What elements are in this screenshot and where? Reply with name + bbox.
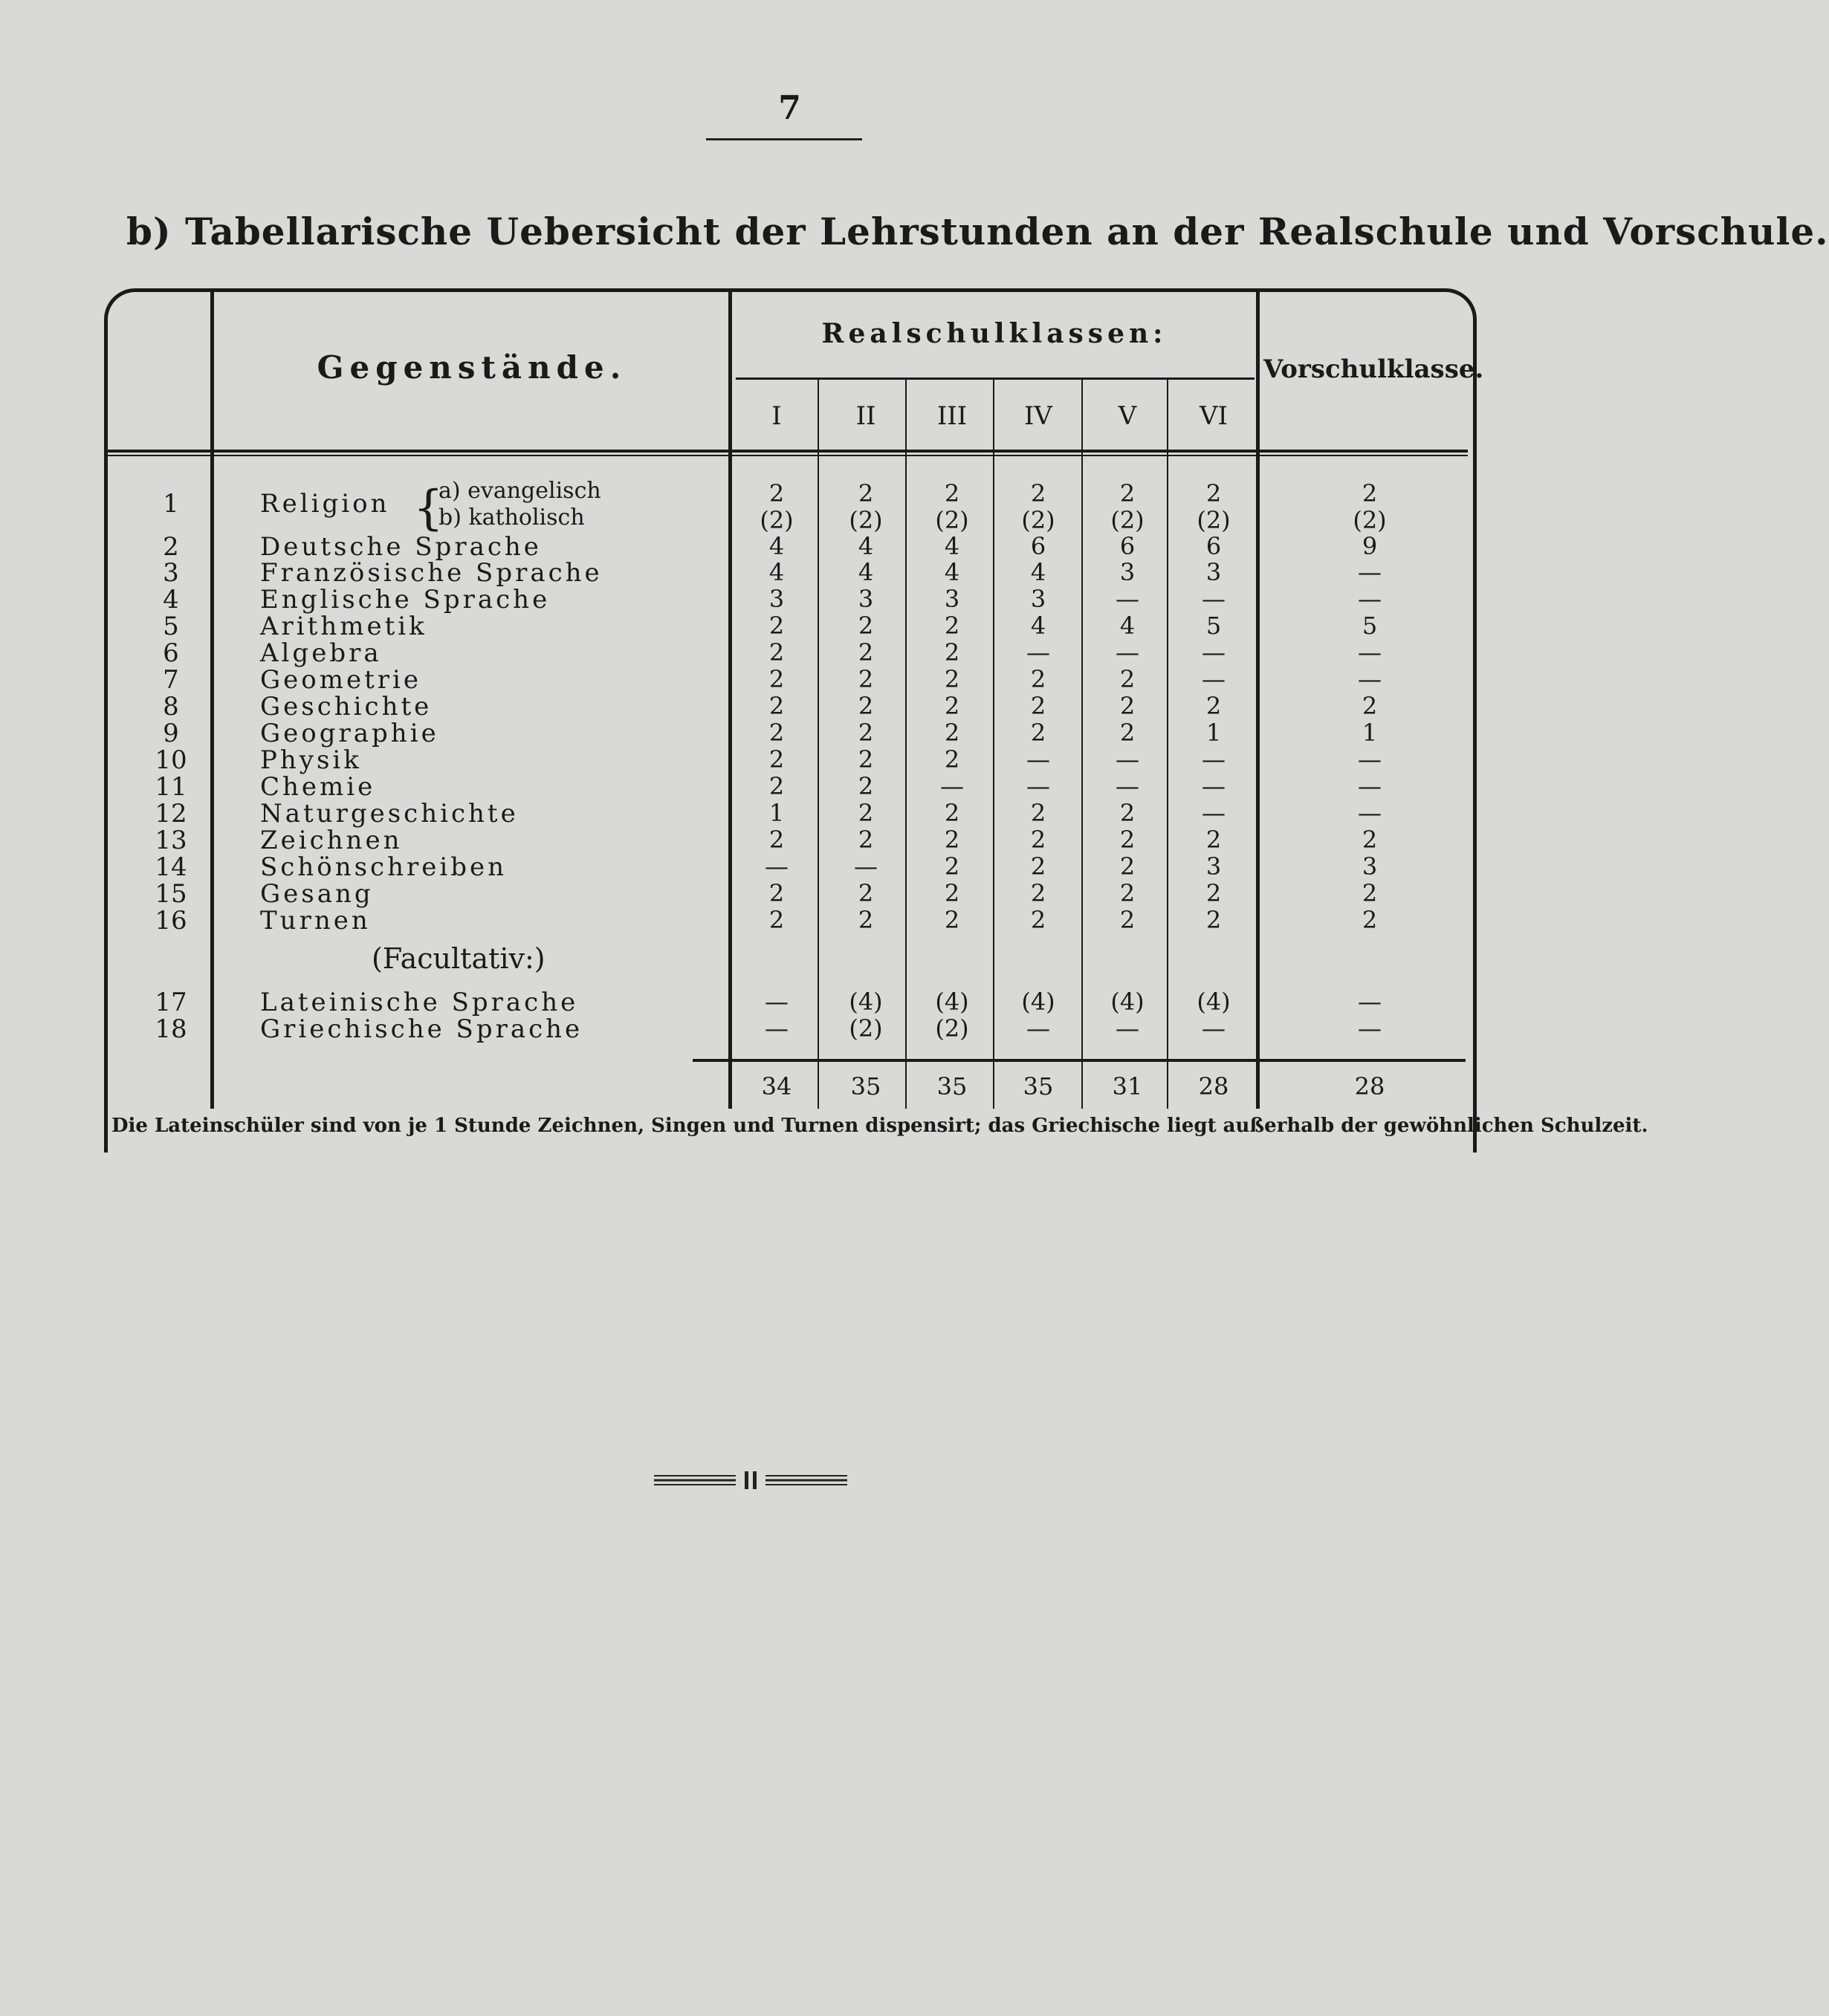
hours-cell: 2 xyxy=(768,745,785,774)
hours-cell: — xyxy=(1358,772,1382,800)
ornament-divider xyxy=(654,1471,847,1489)
totals-rule xyxy=(693,1059,1466,1062)
hours-cell: 2 xyxy=(944,479,960,508)
hours-cell: (2) xyxy=(1353,506,1387,534)
hours-cell: 3 xyxy=(768,585,785,613)
subject-name: Geschichte xyxy=(260,692,433,722)
hours-cell: (4) xyxy=(1021,988,1055,1016)
subject-name: Naturgeschichte xyxy=(260,799,519,829)
hours-cell: 2 xyxy=(1030,799,1046,827)
page-number-rule xyxy=(706,138,862,140)
table-divider xyxy=(108,450,1468,453)
hours-cell: 3 xyxy=(858,585,874,613)
hours-cell: 2 xyxy=(944,638,960,667)
subject-name: Algebra xyxy=(260,638,382,668)
hours-cell: 2 xyxy=(1119,665,1136,693)
hours-cell: (4) xyxy=(1110,988,1145,1016)
hours-cell: 2 xyxy=(1030,906,1046,934)
footnote: Die Lateinschüler sind von je 1 Stunde Zeichnen, Singen und Turnen dispensirt; das Griechische liegt außerhalb der gewöhnlichen Schulzeit. xyxy=(111,1115,1648,1137)
row-number: 6 xyxy=(163,638,179,668)
hours-cell: 4 xyxy=(768,558,785,586)
class-header-iii: III xyxy=(936,401,968,431)
table-divider xyxy=(728,291,732,1109)
subject-name: Zeichnen xyxy=(260,826,403,855)
table-divider xyxy=(1256,291,1260,1109)
hours-cell: — xyxy=(1202,665,1226,693)
hours-cell: 2 xyxy=(1030,879,1046,907)
hours-cell: (2) xyxy=(849,506,883,534)
row-number: 16 xyxy=(155,906,187,936)
subject-name: Lateinische Sprache xyxy=(260,988,579,1017)
row-number: 14 xyxy=(155,852,187,882)
religion-brace-icon: { xyxy=(413,481,444,536)
hours-cell: — xyxy=(1202,1014,1226,1043)
hours-cell: 2 xyxy=(858,799,874,827)
hours-cell: — xyxy=(854,852,878,881)
hours-cell: 2 xyxy=(768,719,785,747)
hours-cell: 2 xyxy=(1119,719,1136,747)
hours-cell: 3 xyxy=(1205,558,1222,586)
hours-cell: — xyxy=(1358,799,1382,827)
hours-cell: — xyxy=(1358,558,1382,586)
subject-name: Geographie xyxy=(260,719,439,748)
hours-cell: 2 xyxy=(944,852,960,881)
hours-cell: 2 xyxy=(768,612,785,640)
row-number: 3 xyxy=(163,558,179,588)
religion-label: Religion xyxy=(260,489,390,519)
hours-cell: (2) xyxy=(849,1014,883,1043)
subject-name: Arithmetik xyxy=(260,612,427,641)
religion-katholisch: b) katholisch xyxy=(438,505,585,531)
hours-cell: — xyxy=(1358,665,1382,693)
row-number: 15 xyxy=(155,879,187,909)
hours-cell: 6 xyxy=(1119,532,1136,560)
total-cell: 35 xyxy=(850,1072,881,1101)
hours-cell: 2 xyxy=(1205,879,1222,907)
hours-cell: 2 xyxy=(1119,879,1136,907)
hours-cell: 2 xyxy=(858,826,874,854)
hours-cell: 2 xyxy=(768,638,785,667)
page-number: 7 xyxy=(778,89,801,127)
class-header-i: I xyxy=(771,401,782,431)
table-divider xyxy=(108,455,1468,456)
class-header-v: V xyxy=(1118,401,1137,431)
total-cell: 35 xyxy=(1023,1072,1054,1101)
hours-cell: — xyxy=(1202,799,1226,827)
subject-name: Turnen xyxy=(260,906,371,936)
hours-cell: 3 xyxy=(1030,585,1046,613)
hours-cell: 2 xyxy=(858,638,874,667)
hours-cell: 2 xyxy=(1119,906,1136,934)
row-number: 13 xyxy=(155,826,187,855)
hours-cell: 2 xyxy=(1362,479,1378,508)
hours-cell: 2 xyxy=(1030,692,1046,720)
table-divider xyxy=(736,377,1255,380)
hours-cell: 2 xyxy=(1119,852,1136,881)
hours-cell: 2 xyxy=(858,745,874,774)
hours-cell: 2 xyxy=(944,826,960,854)
subject-name: Geometrie xyxy=(260,665,422,695)
hours-cell: 2 xyxy=(858,879,874,907)
subject-name: Gesang xyxy=(260,879,374,909)
hours-cell: 2 xyxy=(1030,665,1046,693)
hours-cell: 2 xyxy=(858,612,874,640)
hours-cell: 5 xyxy=(1205,612,1222,640)
class-header-iv: IV xyxy=(1024,401,1052,431)
hours-cell: 9 xyxy=(1362,532,1378,560)
hours-cell: — xyxy=(765,988,789,1016)
hours-cell: — xyxy=(1116,585,1139,613)
hours-cell: 4 xyxy=(768,532,785,560)
hours-cell: — xyxy=(765,852,789,881)
hours-cell: 2 xyxy=(768,479,785,508)
facultativ-label: (Facultativ:) xyxy=(372,942,546,975)
hours-cell: — xyxy=(1026,772,1050,800)
column-separator xyxy=(1081,379,1083,1109)
hours-cell: 2 xyxy=(944,612,960,640)
hours-cell: 2 xyxy=(768,772,785,800)
hours-cell: 2 xyxy=(768,826,785,854)
hours-cell: 4 xyxy=(944,532,960,560)
hours-cell: 4 xyxy=(944,558,960,586)
subject-name: Physik xyxy=(260,745,362,775)
hours-cell: 2 xyxy=(768,692,785,720)
row-number: 4 xyxy=(163,585,179,615)
header-vorschulklasse: Vorschulklasse. xyxy=(1263,354,1484,384)
total-cell: 31 xyxy=(1112,1072,1143,1101)
hours-cell: 2 xyxy=(944,665,960,693)
hours-cell: 2 xyxy=(1030,719,1046,747)
hours-cell: 2 xyxy=(1205,692,1222,720)
table-divider xyxy=(210,291,214,1109)
hours-cell: 2 xyxy=(944,799,960,827)
hours-cell: — xyxy=(1116,745,1139,774)
hours-cell: 2 xyxy=(1362,879,1378,907)
hours-cell: — xyxy=(1026,638,1050,667)
hours-cell: 3 xyxy=(1205,852,1222,881)
hours-cell: (4) xyxy=(849,988,883,1016)
hours-cell: 1 xyxy=(1362,719,1378,747)
hours-cell: 4 xyxy=(858,558,874,586)
hours-cell: 2 xyxy=(1030,852,1046,881)
table-title: b) Tabellarische Uebersicht der Lehrstunden an der Realschule und Vorschule. xyxy=(126,210,1829,253)
class-header-ii: II xyxy=(855,401,876,431)
hours-cell: 4 xyxy=(1030,558,1046,586)
total-cell: 34 xyxy=(761,1072,792,1101)
hours-cell: 2 xyxy=(1205,906,1222,934)
hours-cell: — xyxy=(1358,745,1382,774)
hours-cell: 6 xyxy=(1030,532,1046,560)
subject-name: Griechische Sprache xyxy=(260,1014,583,1044)
hours-cell: 1 xyxy=(768,799,785,827)
religion-evangelisch: a) evangelisch xyxy=(438,478,601,504)
hours-cell: 2 xyxy=(858,772,874,800)
hours-cell: 2 xyxy=(1362,826,1378,854)
row-number: 18 xyxy=(155,1014,187,1044)
row-number: 8 xyxy=(163,692,179,722)
hours-cell: 2 xyxy=(1119,479,1136,508)
hours-cell: 2 xyxy=(1205,826,1222,854)
hours-cell: — xyxy=(1358,988,1382,1016)
hours-cell: 2 xyxy=(768,906,785,934)
hours-cell: 5 xyxy=(1362,612,1378,640)
hours-cell: (2) xyxy=(1021,506,1055,534)
row-number: 17 xyxy=(155,988,187,1017)
column-separator xyxy=(818,379,819,1109)
hours-cell: 2 xyxy=(858,719,874,747)
total-cell: 28 xyxy=(1198,1072,1229,1101)
subject-name: Französische Sprache xyxy=(260,558,603,588)
hours-cell: 6 xyxy=(1205,532,1222,560)
hours-cell: — xyxy=(1116,638,1139,667)
total-cell: 28 xyxy=(1354,1072,1385,1101)
hours-cell: 2 xyxy=(944,692,960,720)
hours-cell: 2 xyxy=(858,906,874,934)
subject-name: Chemie xyxy=(260,772,376,802)
subject-name: Deutsche Sprache xyxy=(260,532,542,562)
hours-cell: 2 xyxy=(944,879,960,907)
hours-cell: 2 xyxy=(768,879,785,907)
hours-cell: 2 xyxy=(1119,692,1136,720)
hours-cell: 4 xyxy=(1119,612,1136,640)
hours-cell: (2) xyxy=(1110,506,1145,534)
hours-cell: 2 xyxy=(944,906,960,934)
row-number: 1 xyxy=(163,489,179,519)
hours-cell: 2 xyxy=(944,719,960,747)
hours-cell: 3 xyxy=(944,585,960,613)
hours-cell: (4) xyxy=(935,988,969,1016)
row-number: 5 xyxy=(163,612,179,641)
hours-cell: — xyxy=(1202,745,1226,774)
hours-cell: — xyxy=(1202,772,1226,800)
hours-cell: 2 xyxy=(1119,826,1136,854)
hours-cell: 2 xyxy=(1030,479,1046,508)
hours-cell: — xyxy=(1358,1014,1382,1043)
row-number: 7 xyxy=(163,665,179,695)
hours-cell: 1 xyxy=(1205,719,1222,747)
row-number: 12 xyxy=(155,799,187,829)
hours-cell: (2) xyxy=(1197,506,1231,534)
hours-cell: 2 xyxy=(858,665,874,693)
subject-name: Englische Sprache xyxy=(260,585,551,615)
hours-cell: — xyxy=(940,772,964,800)
hours-cell: (2) xyxy=(935,506,969,534)
hours-cell: 2 xyxy=(1362,906,1378,934)
hours-cell: 2 xyxy=(1119,799,1136,827)
hours-cell: — xyxy=(765,1014,789,1043)
row-number: 2 xyxy=(163,532,179,562)
hours-cell: 2 xyxy=(1362,692,1378,720)
hours-cell: 3 xyxy=(1119,558,1136,586)
hours-cell: — xyxy=(1358,585,1382,613)
row-number: 10 xyxy=(155,745,187,775)
hours-cell: (2) xyxy=(935,1014,969,1043)
header-subjects: Gegenstände. xyxy=(317,349,627,386)
hours-cell: 2 xyxy=(858,479,874,508)
hours-cell: (2) xyxy=(760,506,794,534)
row-number: 9 xyxy=(163,719,179,748)
hours-cell: — xyxy=(1202,638,1226,667)
hours-cell: 4 xyxy=(858,532,874,560)
hours-cell: — xyxy=(1358,638,1382,667)
hours-cell: 4 xyxy=(1030,612,1046,640)
subject-name: Schönschreiben xyxy=(260,852,508,882)
header-realschulklassen: Realschulklassen: xyxy=(821,318,1168,349)
row-number: 11 xyxy=(155,772,187,802)
hours-cell: — xyxy=(1026,1014,1050,1043)
hours-cell: 2 xyxy=(858,692,874,720)
hours-cell: — xyxy=(1116,1014,1139,1043)
hours-cell: 2 xyxy=(1205,479,1222,508)
hours-cell: — xyxy=(1116,772,1139,800)
hours-cell: 2 xyxy=(1030,826,1046,854)
hours-cell: — xyxy=(1026,745,1050,774)
column-separator xyxy=(993,379,994,1109)
hours-cell: 3 xyxy=(1362,852,1378,881)
hours-cell: — xyxy=(1202,585,1226,613)
total-cell: 35 xyxy=(936,1072,968,1101)
hours-cell: (4) xyxy=(1197,988,1231,1016)
hours-cell: 2 xyxy=(768,665,785,693)
class-header-vi: VI xyxy=(1200,401,1228,431)
hours-cell: 2 xyxy=(944,745,960,774)
